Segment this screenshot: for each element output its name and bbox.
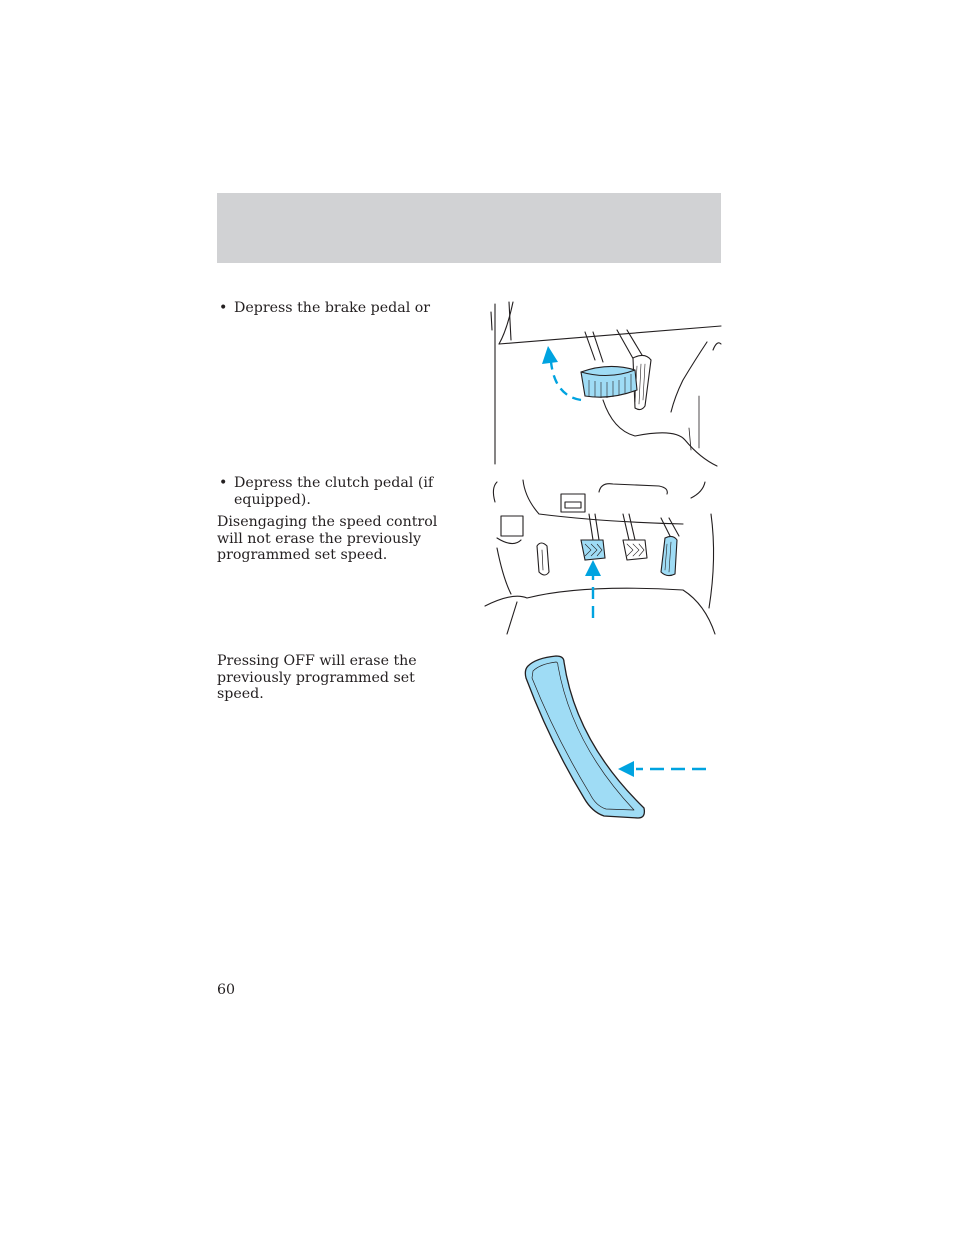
bullet-glyph: • (219, 475, 228, 491)
off-button-arrow (618, 761, 706, 777)
brake-pedal-highlight (581, 366, 637, 398)
clutch-pedal-icon (483, 478, 721, 636)
clutch-step (217, 475, 462, 564)
brake-step (217, 300, 462, 317)
brake-figure-floor (603, 400, 717, 466)
brake-bullet-text: Depress the brake pedal or (234, 300, 431, 316)
clutch-bullet-text: Depress the clutch pedal (if equipped). (234, 475, 434, 508)
off-button-shape (525, 656, 644, 818)
brake-pedal (623, 540, 647, 560)
brake-figure-dash-line (499, 326, 721, 344)
page-number: 60 (217, 982, 236, 998)
clutch-figure-floor (485, 588, 715, 634)
off-button-icon (520, 652, 710, 824)
parking-brake-lever (501, 516, 523, 536)
off-step (217, 653, 462, 703)
disengage-note: Disengaging the speed control will not erase the previously programmed set speed. (217, 514, 438, 563)
off-note: Pressing OFF will erase the previously programmed set speed. (217, 653, 417, 702)
section-header-band (217, 193, 721, 263)
bullet-glyph: • (219, 300, 228, 316)
clutch-bullet-item (217, 475, 462, 508)
clutch-figure-dash (523, 480, 683, 524)
clutch-pedal-highlight (581, 540, 605, 560)
brake-pedal-icon (485, 300, 721, 468)
brake-bullet-item (217, 300, 462, 317)
brake-arrow (542, 346, 581, 400)
